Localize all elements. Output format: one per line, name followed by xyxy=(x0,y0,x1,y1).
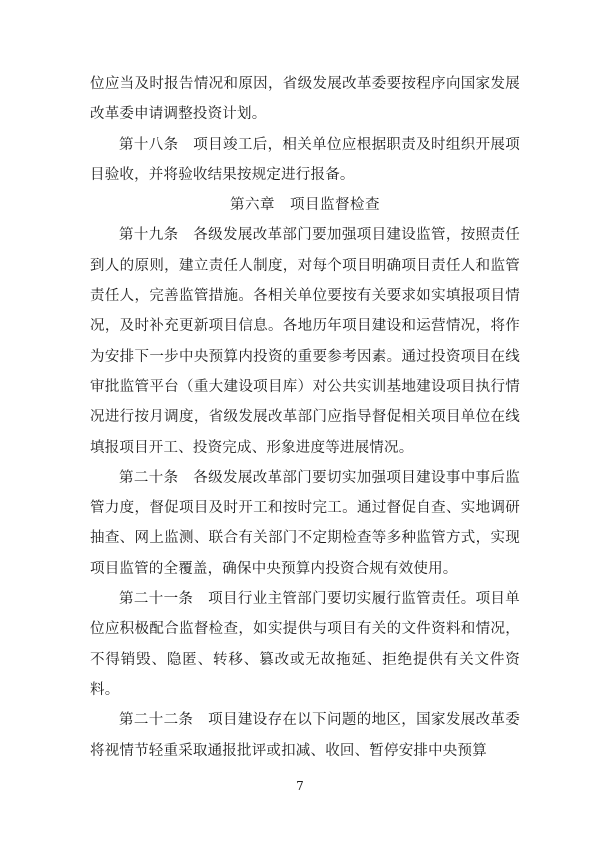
chapter-heading: 第六章 项目监督检查 xyxy=(230,197,380,214)
article-20-paragraph: 第二十条 各级发展改革部门要切实加强项目建设事中事后监管力度，督促项目及时开工和按时完工。通过督促自查、实地调研抽查、网上监测、联合有关部门不定期检查等多种监管方式，实现项目监管的全覆盖，确保中央预算内投资合规有效使用。 xyxy=(90,469,520,577)
article-18-paragraph: 第十八条 项目竣工后，相关单位应根据职责及时组织开展项目验收，并将验收结果按规定进行报备。 xyxy=(90,136,520,183)
page-number: 7 xyxy=(296,779,304,793)
article-22-paragraph: 第二十二条 项目建设存在以下问题的地区，国家发展改革委将视情节轻重采取通报批评或扣减、收回、暂停安排中央预算 xyxy=(90,712,520,759)
paragraph-continuation: 位应当及时报告情况和原因，省级发展改革委要按程序向国家发展改革委申请调整投资计划。 xyxy=(90,76,520,123)
article-19-paragraph: 第十九条 各级发展改革部门要加强项目建设监管，按照责任到人的原则，建立责任人制度，对每个项目明确项目责任人和监管责任人，完善监管措施。各相关单位要按有关要求如实填报项目情况，及时补充更新项目信息。各地历年项目建设和运营情况，将作为安排下一步中央预算内投资的重要参考因素。通过投资项目在线审批监管平台（重大建设项目库）对公共实训基地建设项目执行情况进行按月调度，省级发展改革部门应指导督促相关项目单位在线填报项目开工、投资完成、形象进度等进展情况。 xyxy=(90,227,520,456)
article-21-paragraph: 第二十一条 项目行业主管部门要切实履行监管责任。项目单位应积极配合监督检查，如实提供与项目有关的文件资料和情况，不得销毁、隐匿、转移、篡改或无故拖延、拒绝提供有关文件资料。 xyxy=(90,591,520,698)
document-body xyxy=(90,69,520,766)
